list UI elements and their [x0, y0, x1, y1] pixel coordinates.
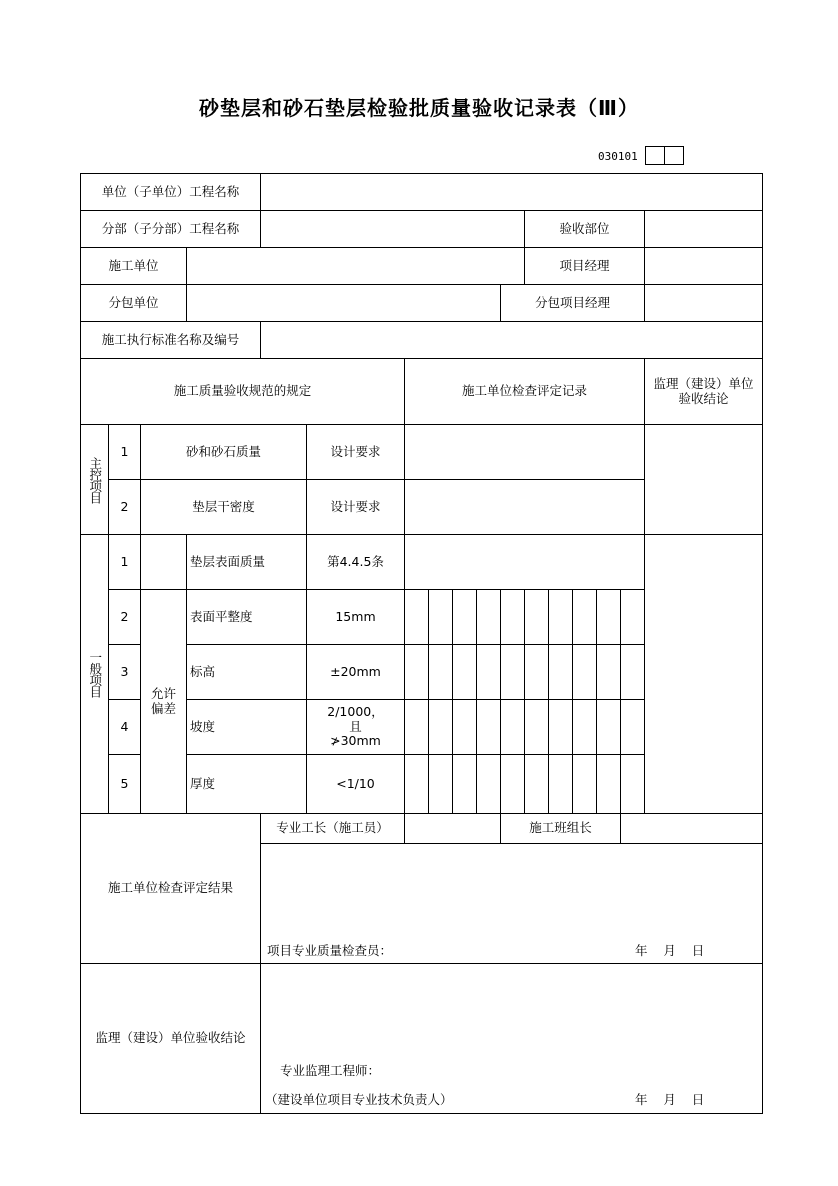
general-item-requirement: 15mm [306, 589, 405, 645]
measurement-point-cell[interactable] [524, 754, 549, 814]
general-items-conclusion-field[interactable] [644, 534, 763, 814]
subcontract-manager-field[interactable] [644, 284, 763, 322]
measurement-point-cell[interactable] [452, 699, 477, 755]
header-spec: 施工质量验收规范的规定 [80, 358, 405, 425]
measurement-point-cell[interactable] [620, 754, 645, 814]
page-title: 砂垫层和砂石垫层检验批质量验收记录表（Ⅲ） [199, 96, 639, 120]
code-box-1[interactable] [645, 146, 665, 165]
measurement-point-cell[interactable] [596, 699, 621, 755]
general-item-name: 厚度 [186, 754, 307, 814]
construction-unit-label: 施工单位 [80, 247, 187, 285]
main-item-name: 砂和砂石质量 [140, 424, 307, 480]
subcontractor-field[interactable] [186, 284, 501, 322]
general-item-requirement: <1/10 [306, 754, 405, 814]
measurement-point-cell[interactable] [572, 589, 597, 645]
main-item-name: 垫层干密度 [140, 479, 307, 535]
team-leader-label: 施工班组长 [500, 813, 621, 844]
general-item-no: 1 [108, 534, 141, 590]
measurement-point-cell[interactable] [452, 644, 477, 700]
main-item-requirement: 设计要求 [306, 424, 405, 480]
general-item-requirement: ±20mm [306, 644, 405, 700]
standard-field[interactable] [260, 321, 763, 359]
header-supervision: 监理（建设）单位验收结论 [644, 358, 763, 425]
measurement-point-cell[interactable] [596, 589, 621, 645]
measurement-point-cell[interactable] [404, 589, 429, 645]
measurement-point-cell[interactable] [572, 699, 597, 755]
main-item-record-field[interactable] [404, 479, 645, 535]
owner-representative-label: （建设单位项目专业技术负责人） [265, 1092, 453, 1107]
header-record: 施工单位检查评定记录 [404, 358, 645, 425]
measurement-point-cell[interactable] [524, 644, 549, 700]
blank-cell [140, 534, 187, 590]
foreman-field[interactable] [404, 813, 501, 844]
measurement-point-cell[interactable] [548, 589, 573, 645]
general-item-record-field[interactable] [404, 534, 645, 590]
measurement-point-cell[interactable] [428, 644, 453, 700]
acceptance-part-field[interactable] [644, 210, 763, 248]
measurement-point-cell[interactable] [428, 589, 453, 645]
measurement-point-cell[interactable] [428, 754, 453, 814]
main-item-no: 2 [108, 479, 141, 535]
main-items-conclusion-field[interactable] [644, 424, 763, 535]
measurement-point-cell[interactable] [452, 589, 477, 645]
construction-unit-field[interactable] [186, 247, 525, 285]
measurement-point-cell[interactable] [572, 644, 597, 700]
measurement-point-cell[interactable] [476, 754, 501, 814]
construction-date-label: 年 月 日 [635, 943, 705, 958]
measurement-point-cell[interactable] [404, 644, 429, 700]
general-item-name: 标高 [186, 644, 307, 700]
general-item-name: 垫层表面质量 [186, 534, 307, 590]
standard-label: 施工执行标准名称及编号 [80, 321, 261, 359]
main-items-label: 主控项目 [80, 424, 109, 535]
foreman-label: 专业工长（施工员） [260, 813, 405, 844]
measurement-point-cell[interactable] [476, 699, 501, 755]
general-item-requirement: 第4.4.5条 [306, 534, 405, 590]
sub-project-label: 分部（子分部）工程名称 [80, 210, 261, 248]
measurement-point-cell[interactable] [500, 699, 525, 755]
measurement-point-cell[interactable] [428, 699, 453, 755]
general-items-label: 一般项目 [80, 534, 109, 814]
measurement-point-cell[interactable] [500, 644, 525, 700]
supervision-engineer-label: 专业监理工程师： [280, 1063, 381, 1078]
general-item-no: 2 [108, 589, 141, 645]
unit-project-field[interactable] [260, 173, 763, 211]
sub-project-field[interactable] [260, 210, 525, 248]
project-manager-label: 项目经理 [524, 247, 645, 285]
project-manager-field[interactable] [644, 247, 763, 285]
construction-result-label: 施工单位检查评定结果 [80, 813, 261, 964]
general-item-no: 4 [108, 699, 141, 755]
measurement-point-cell[interactable] [404, 699, 429, 755]
main-item-no: 1 [108, 424, 141, 480]
measurement-point-cell[interactable] [476, 644, 501, 700]
general-item-name: 表面平整度 [186, 589, 307, 645]
measurement-point-cell[interactable] [524, 589, 549, 645]
general-item-no: 3 [108, 644, 141, 700]
measurement-point-cell[interactable] [596, 644, 621, 700]
unit-project-label: 单位（子单位）工程名称 [80, 173, 261, 211]
measurement-point-cell[interactable] [548, 644, 573, 700]
measurement-point-cell[interactable] [620, 699, 645, 755]
measurement-point-cell[interactable] [620, 589, 645, 645]
general-item-requirement: 2/1000，且≯30mm [306, 699, 405, 755]
measurement-point-cell[interactable] [572, 754, 597, 814]
general-item-name: 坡度 [186, 699, 307, 755]
supervision-date-label: 年 月 日 [635, 1092, 705, 1107]
measurement-point-cell[interactable] [500, 589, 525, 645]
main-item-record-field[interactable] [404, 424, 645, 480]
allowance-label: 允许偏差 [140, 589, 187, 814]
measurement-point-cell[interactable] [548, 699, 573, 755]
quality-inspector-label: 项目专业质量检查员： [267, 943, 393, 958]
measurement-point-cell[interactable] [596, 754, 621, 814]
supervision-conclusion-label: 监理（建设）单位验收结论 [80, 963, 261, 1114]
subcontract-manager-label: 分包项目经理 [500, 284, 645, 322]
measurement-point-cell[interactable] [500, 754, 525, 814]
measurement-point-cell[interactable] [620, 644, 645, 700]
measurement-point-cell[interactable] [452, 754, 477, 814]
measurement-point-cell[interactable] [548, 754, 573, 814]
main-item-requirement: 设计要求 [306, 479, 405, 535]
code-box-2[interactable] [664, 146, 684, 165]
form-code: 030101 [598, 150, 638, 163]
acceptance-part-label: 验收部位 [524, 210, 645, 248]
measurement-point-cell[interactable] [524, 699, 549, 755]
measurement-point-cell[interactable] [476, 589, 501, 645]
general-item-no: 5 [108, 754, 141, 814]
team-leader-field[interactable] [620, 813, 763, 844]
measurement-point-cell[interactable] [404, 754, 429, 814]
subcontractor-label: 分包单位 [80, 284, 187, 322]
